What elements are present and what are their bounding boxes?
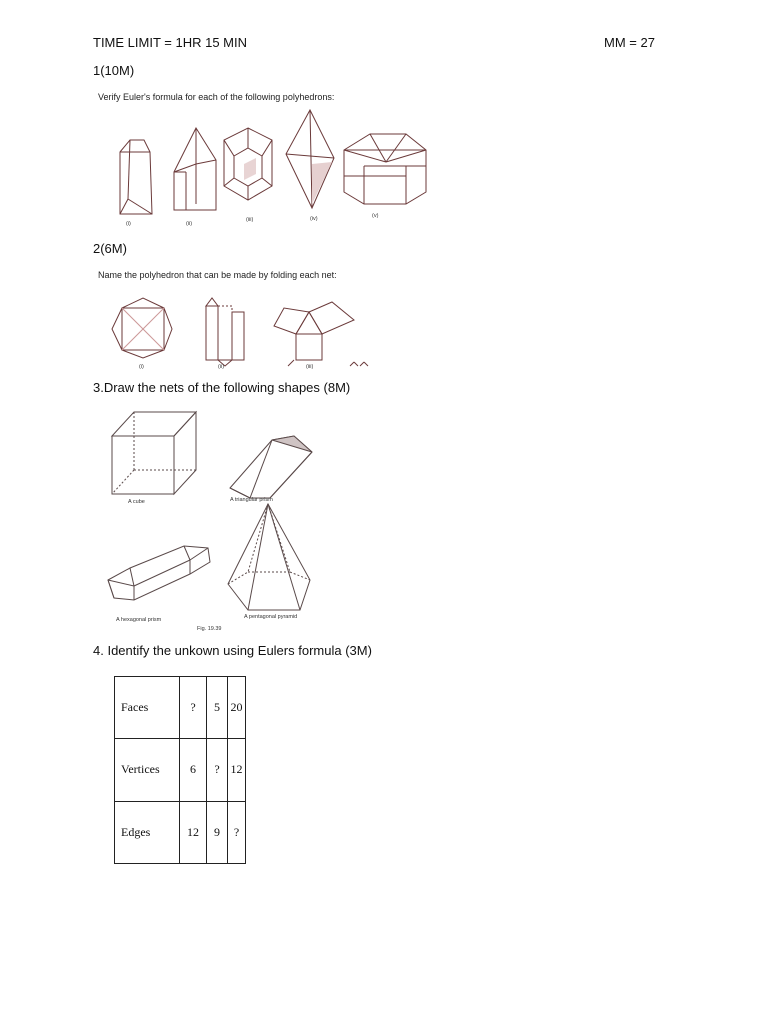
caption-hexagonal-prism: A hexagonal prism [116, 617, 162, 623]
q3-heading: 3.Draw the nets of the following shapes (8M) [93, 380, 351, 395]
q3-shapes-figure [100, 404, 340, 624]
q2-label-i: (i) [139, 364, 144, 370]
triangular-prism-shape [230, 436, 312, 498]
q4-heading: 4. Identify the unkown using Eulers formula (3M) [93, 643, 372, 658]
time-limit: TIME LIMIT = 1HR 15 MIN [93, 35, 247, 50]
polyhedron-i [120, 140, 152, 214]
q2-instruction: Name the polyhedron that can be made by folding each net: [98, 270, 337, 280]
row-label-edges: Edges [115, 801, 180, 863]
caption-cube: A cube [128, 499, 145, 505]
caption-pentagonal-pyramid: A pentagonal pyramid [244, 614, 298, 620]
q1-heading: 1(10M) [93, 63, 135, 78]
row-label-faces: Faces [115, 677, 180, 739]
table-row [115, 801, 246, 863]
q2-label-ii: (ii) [218, 364, 225, 370]
q1-instruction: Verify Euler's formula for each of the following polyhedrons: [98, 92, 335, 102]
q2-heading: 2(6M) [93, 241, 127, 256]
euler-table [114, 676, 246, 864]
max-marks: MM = 27 [604, 35, 655, 50]
q2-label-iii: (iii) [306, 364, 314, 370]
q2-nets-figure [110, 296, 370, 368]
polyhedron-v [344, 134, 426, 204]
table-row [115, 677, 246, 739]
table-cell: 6 [180, 739, 207, 801]
table-cell: 20 [228, 677, 246, 739]
table-cell: 12 [180, 801, 207, 863]
polyhedron-iv [286, 110, 334, 208]
table-cell: 9 [207, 801, 228, 863]
q1-polyhedra-figure [100, 104, 430, 214]
q1-label-iii: (iii) [246, 217, 254, 223]
q1-label-v: (v) [372, 213, 379, 219]
table-cell: 5 [207, 677, 228, 739]
cube-shape [112, 412, 196, 494]
hexagonal-prism-shape [108, 546, 210, 600]
row-label-vertices: Vertices [115, 739, 180, 801]
figure-number: Fig. 19.39 [197, 626, 222, 632]
q1-label-i: (i) [126, 221, 131, 227]
net-i [112, 298, 172, 358]
table-cell: ? [207, 739, 228, 801]
polyhedron-iii [224, 128, 272, 200]
table-cell: ? [228, 801, 246, 863]
table-cell: ? [180, 677, 207, 739]
net-iii [274, 302, 368, 366]
q1-label-ii: (ii) [186, 221, 193, 227]
q1-label-iv: (iv) [310, 216, 318, 222]
caption-triangular-prism: A triangular prism [230, 497, 273, 503]
net-ii [206, 298, 244, 366]
polyhedron-ii [174, 128, 216, 210]
table-row [115, 739, 246, 801]
table-cell: 12 [228, 739, 246, 801]
pentagonal-pyramid-shape [228, 504, 310, 610]
